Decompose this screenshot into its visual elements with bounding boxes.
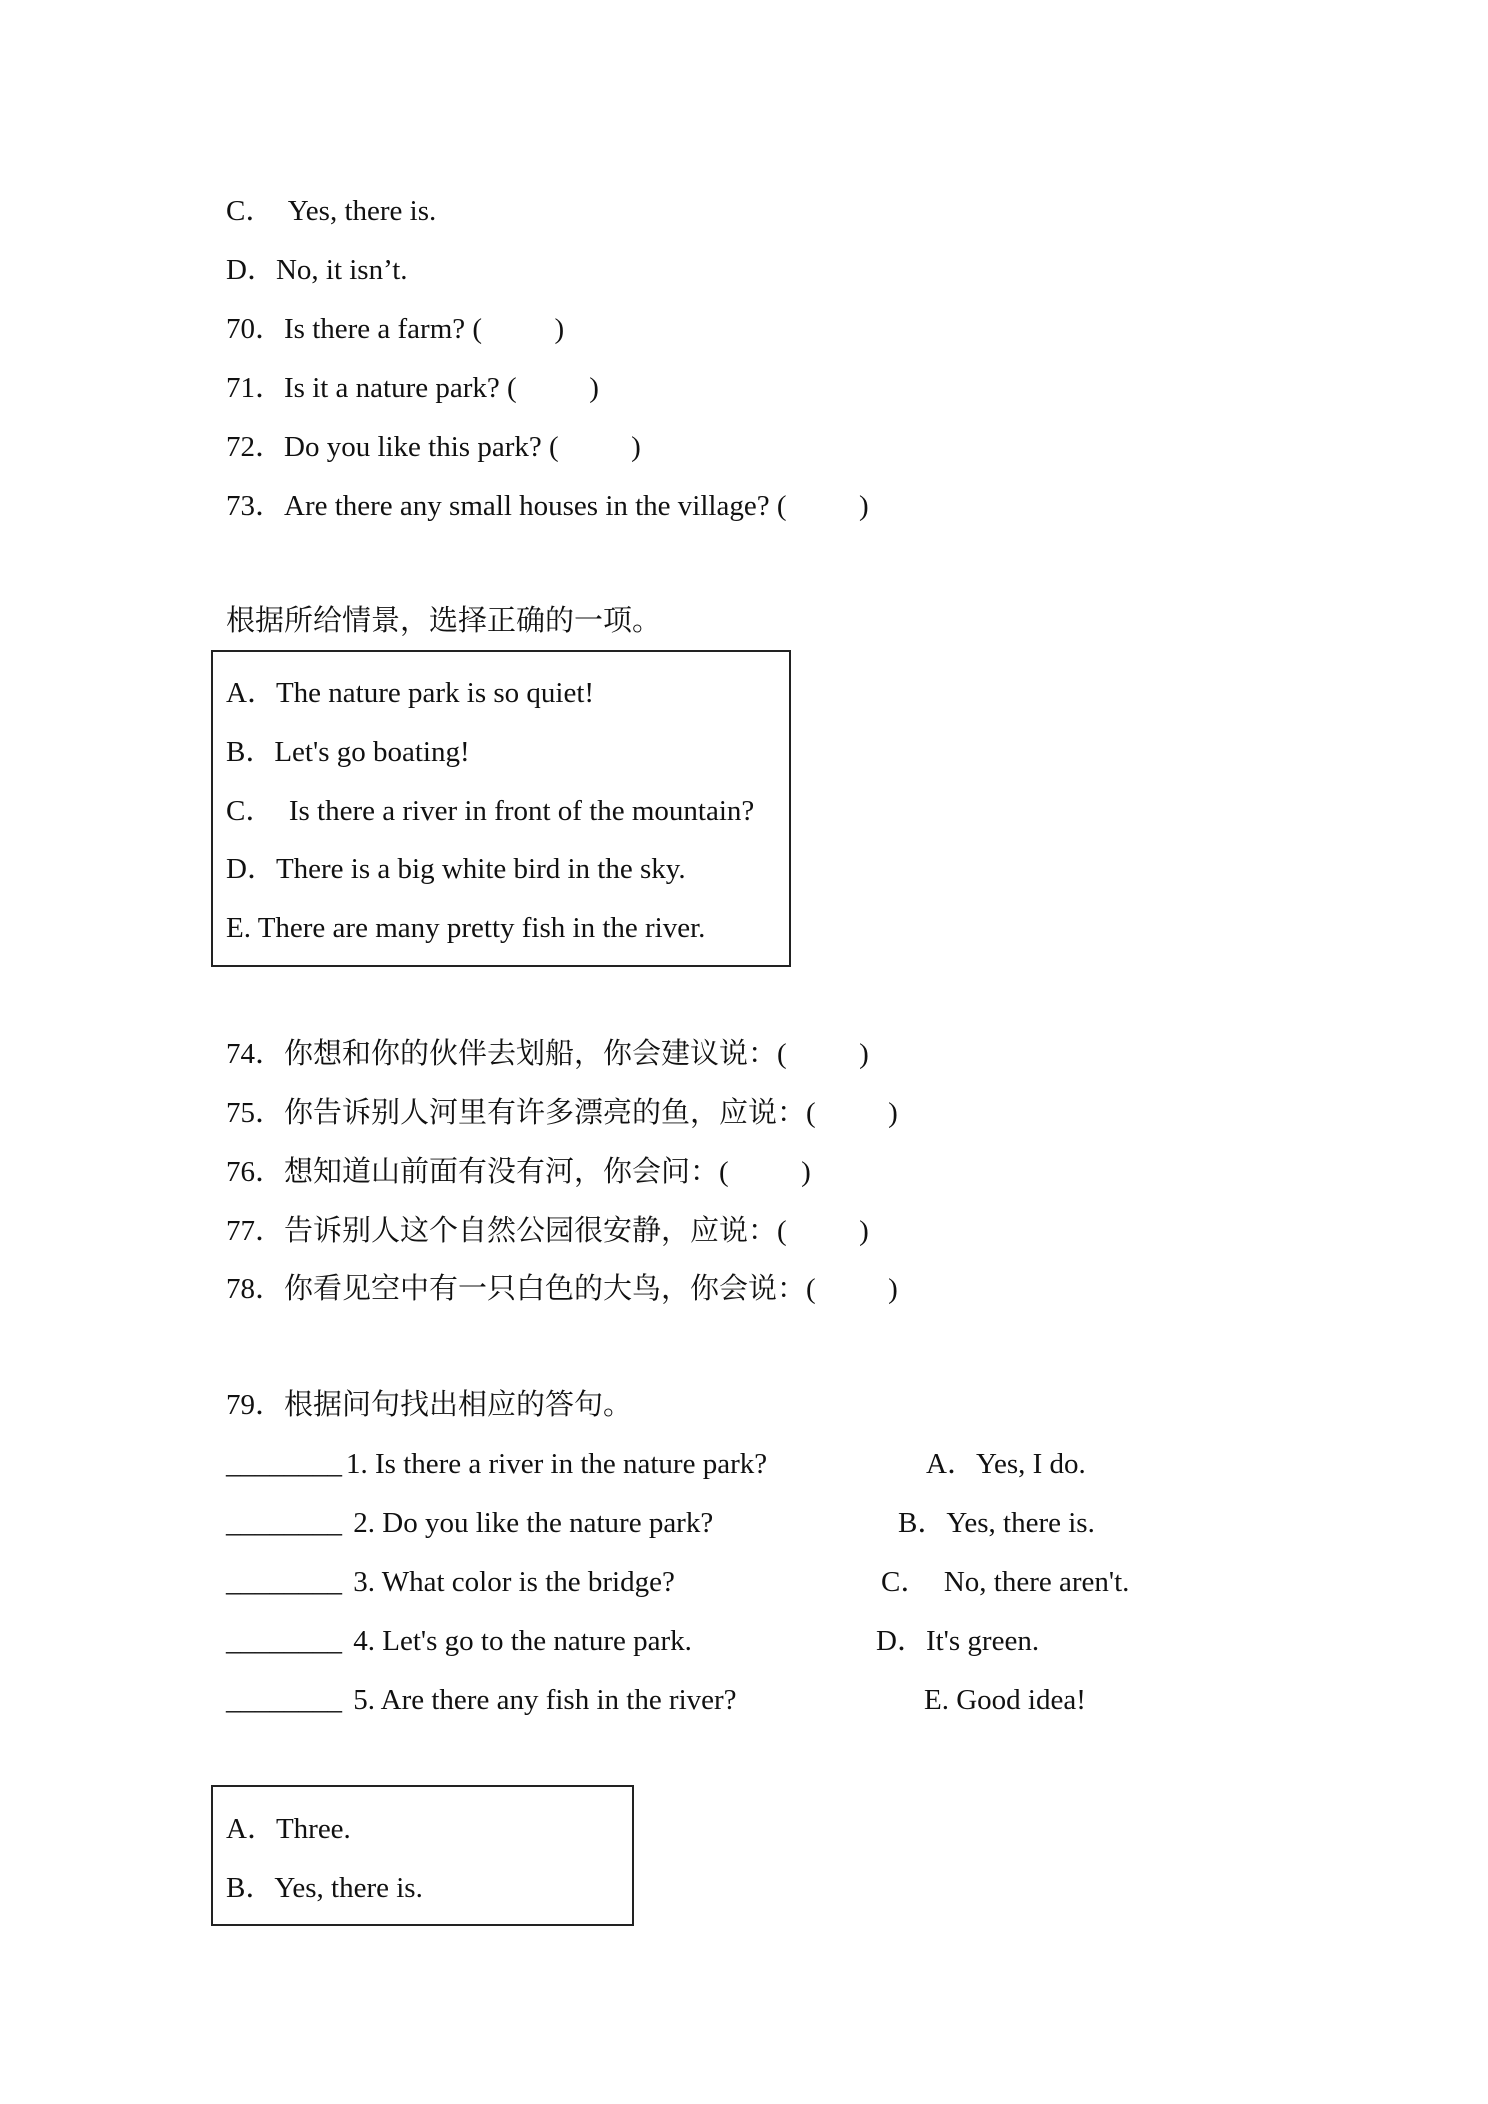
match-question-5: 5. Are there any fish in the river? [346, 1684, 737, 1716]
box-option-e: E. There are many pretty fish in the river. [226, 912, 706, 944]
question-76: 76．想知道山前面有没有河，你会问：( ) [226, 1156, 811, 1188]
match-blank-3[interactable]: ________ [226, 1566, 342, 1598]
box-option-a: A．The nature park is so quiet! [226, 677, 595, 709]
box-option-d: D．There is a big white bird in the sky. [226, 853, 686, 885]
match-answer-c: C． No, there aren't. [881, 1566, 1130, 1598]
final-option-b: B．Yes, there is. [226, 1872, 423, 1904]
match-blank-4[interactable]: ________ [226, 1625, 342, 1657]
option-d: D．No, it isn’t. [226, 254, 408, 286]
match-question-1: 1. Is there a river in the nature park? [346, 1448, 768, 1480]
match-question-3: 3. What color is the bridge? [346, 1566, 675, 1598]
match-blank-2[interactable]: ________ [226, 1507, 342, 1539]
match-answer-b: B．Yes, there is. [898, 1507, 1095, 1539]
match-question-2: 2. Do you like the nature park? [346, 1507, 714, 1539]
question-72: 72．Do you like this park? ( ) [226, 431, 641, 463]
question-74: 74．你想和你的伙伴去划船，你会建议说：( ) [226, 1038, 869, 1070]
match-blank-5[interactable]: ________ [226, 1684, 342, 1716]
box-option-c: C． Is there a river in front of the mountain? [226, 795, 755, 827]
options-box [211, 650, 791, 967]
option-c: C． Yes, there is. [226, 195, 437, 227]
question-73: 73．Are there any small houses in the village? ( ) [226, 490, 869, 522]
match-answer-a: A．Yes, I do. [926, 1448, 1086, 1480]
question-79-title: 79．根据问句找出相应的答句。 [226, 1389, 633, 1421]
final-option-a: A．Three. [226, 1813, 351, 1845]
match-blank-1[interactable]: ________ [226, 1448, 342, 1480]
section-instruction: 根据所给情景，选择正确的一项。 [226, 605, 662, 637]
match-answer-d: D．It's green. [876, 1625, 1040, 1657]
question-78: 78．你看见空中有一只白色的大鸟，你会说：( ) [226, 1273, 898, 1305]
match-question-4: 4. Let's go to the nature park. [346, 1625, 692, 1657]
question-71: 71．Is it a nature park? ( ) [226, 372, 599, 404]
match-answer-e: E. Good idea! [924, 1684, 1086, 1716]
question-70: 70．Is there a farm? ( ) [226, 313, 565, 345]
final-options-box [211, 1785, 634, 1926]
box-option-b: B．Let's go boating! [226, 736, 470, 768]
question-77: 77．告诉别人这个自然公园很安静，应说：( ) [226, 1215, 869, 1247]
question-75: 75．你告诉别人河里有许多漂亮的鱼，应说：( ) [226, 1097, 898, 1129]
